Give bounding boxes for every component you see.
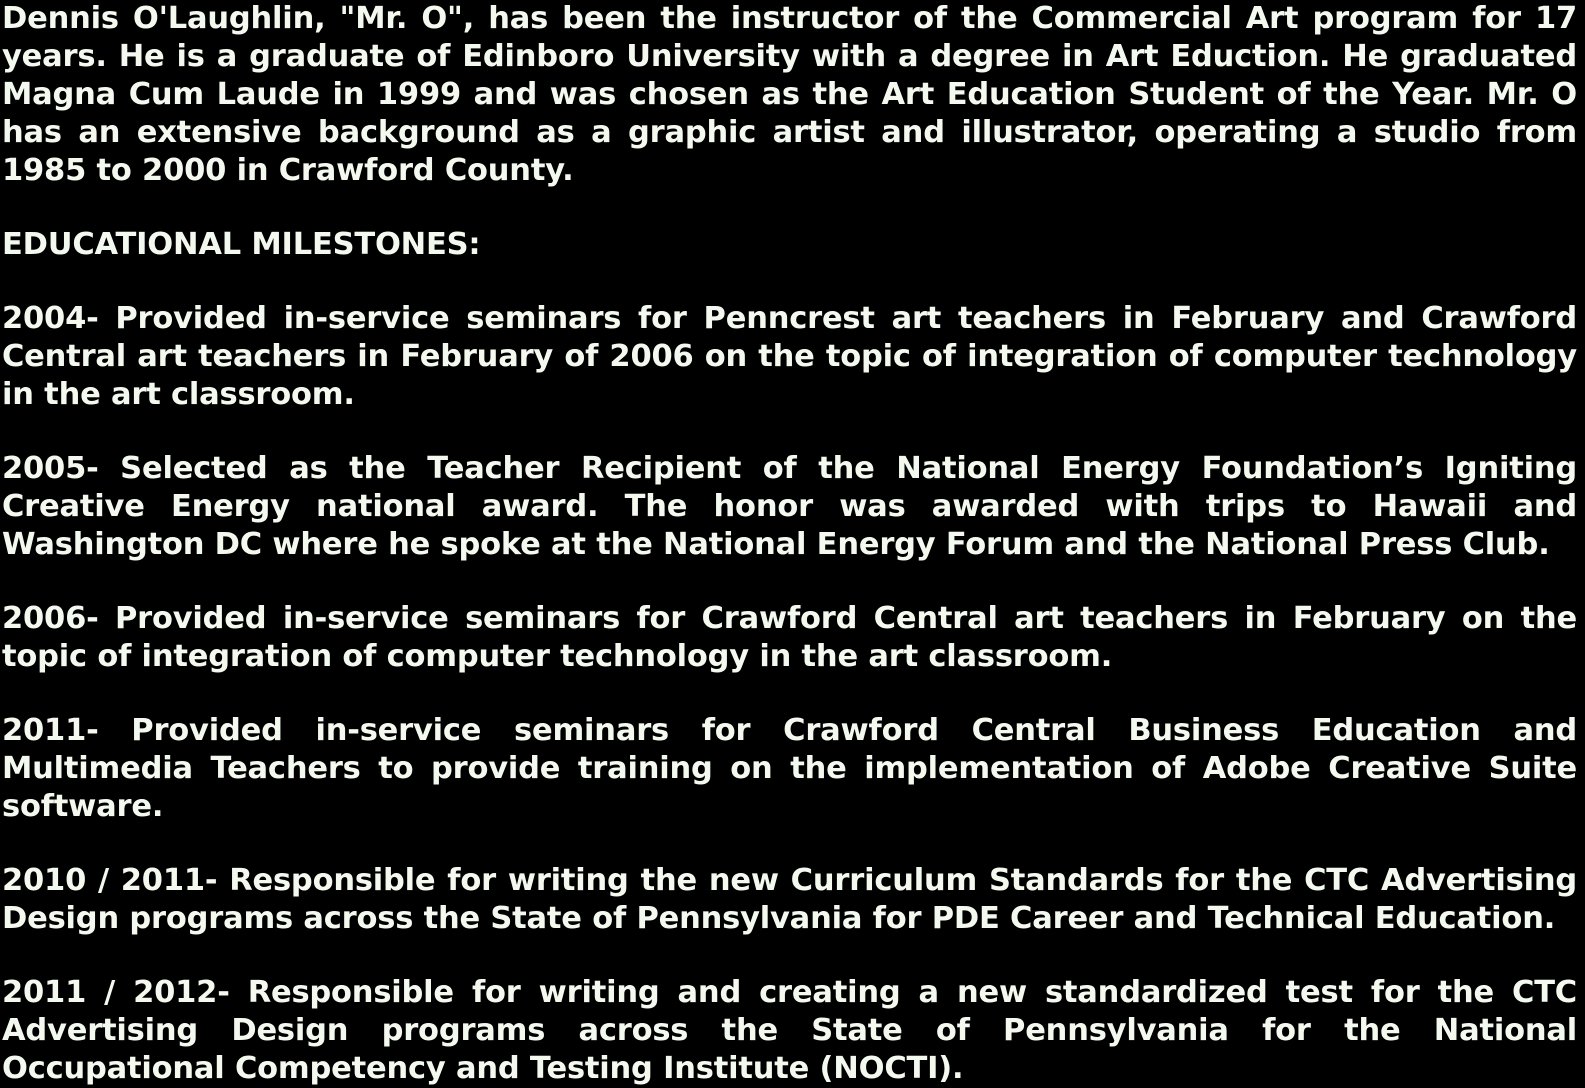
section-heading-educational-milestones: EDUCATIONAL MILESTONES: — [2, 227, 481, 262]
paragraph-milestone-2011-2012: 2011 / 2012- Responsible for writing and creating a new standardized test for the CTC Advertising Design programs across the State of Pennsylvania for the National Occupational Competency and Testing Institute (NOCTI). — [2, 975, 1577, 1086]
paragraph-intro: Dennis O'Laughlin, "Mr. O", has been the instructor of the Commercial Art program for 17 years. He is a graduate of Edinboro University with a degree in Art Eduction. He graduated Magna Cum Laude in 1999 and was chosen as the Art Education Student of the Year. Mr. O has an extensive background as a graphic artist and illustrator, operating a studio from 1985 to 2000 in Crawford County. — [2, 1, 1577, 188]
paragraph-milestone-2006: 2006- Provided in-service seminars for Crawford Central art teachers in February on the topic of integration of computer technology in the art classroom. — [2, 601, 1577, 674]
paragraph-milestone-2010-2011: 2010 / 2011- Responsible for writing the new Curriculum Standards for the CTC Advertising Design programs across the State of Pennsylvania for PDE Career and Technical Education. — [2, 863, 1577, 936]
paragraph-milestone-2005: 2005- Selected as the Teacher Recipient of the National Energy Foundation’s Igniting Creative Energy national award. The honor was awarded with trips to Hawaii and Washington DC where he spoke at the National Energy Forum and the National Press Club. — [2, 451, 1577, 562]
paragraph-milestone-2011: 2011- Provided in-service seminars for Crawford Central Business Education and Multimedia Teachers to provide training on the implementation of Adobe Creative Suite software. — [2, 713, 1577, 824]
paragraph-milestone-2004: 2004- Provided in-service seminars for Penncrest art teachers in February and Crawford Central art teachers in February of 2006 on the topic of integration of computer technology in the art classroom. — [2, 301, 1577, 412]
